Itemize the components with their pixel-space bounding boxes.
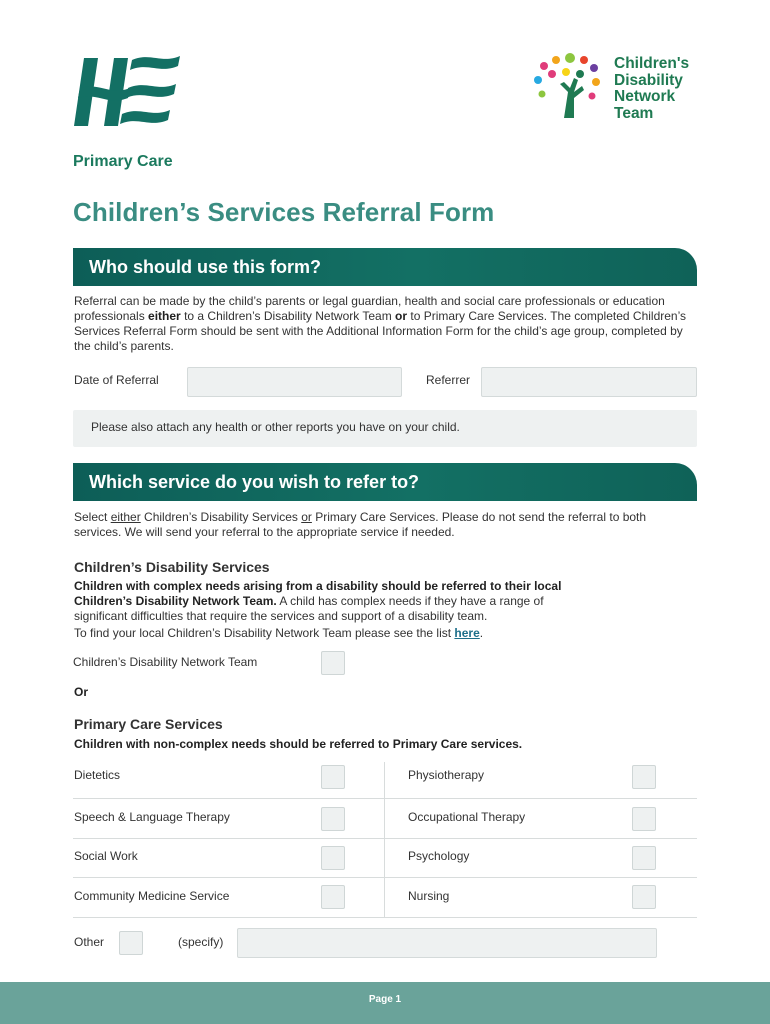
service-intro: [74, 510, 694, 540]
specify-field[interactable]: [237, 928, 657, 958]
emphasis: either: [148, 309, 181, 323]
row-divider: [73, 877, 697, 878]
hse-logo: [70, 48, 182, 132]
text: .: [479, 626, 484, 640]
text: Primary Care Services. Please do not send the referral to both services. We will send your referral to the appropriate service if needed.: [74, 510, 647, 539]
cdnt-logo-text: [614, 56, 689, 122]
attach-note: Please also attach any health or other reports you have on your child.: [91, 420, 460, 434]
cdnt-logo: [530, 52, 705, 124]
service-dietetics-label: Dietetics: [74, 768, 121, 782]
service-ot-label: Occupational Therapy: [408, 810, 526, 824]
section-heading-which: Which service do you wish to refer to?: [73, 463, 697, 501]
text: Select: [74, 510, 111, 524]
row-divider: [73, 838, 697, 839]
service-social-work-checkbox[interactable]: [321, 846, 345, 870]
cdnt-checkbox[interactable]: [321, 651, 345, 675]
service-psychology-label: Psychology: [408, 849, 470, 863]
underlined: either: [110, 510, 141, 524]
row-divider: [73, 917, 697, 918]
service-physiotherapy-label: Physiotherapy: [408, 768, 485, 782]
department-label: Primary Care: [73, 153, 173, 170]
page-number: Page 1: [368, 994, 402, 1005]
section-heading-who: Who should use this form?: [73, 248, 697, 286]
cdnt-option-label: Children’s Disability Network Team: [73, 655, 258, 669]
text: To find your local Children’s Disability Network Team please see the list: [74, 626, 455, 640]
intro-paragraph: [74, 294, 694, 354]
here-link[interactable]: here: [454, 626, 480, 640]
grid-divider: [384, 762, 385, 918]
page-footer: [0, 982, 770, 1024]
pcs-heading: Primary Care Services: [74, 716, 223, 732]
other-checkbox[interactable]: [119, 931, 143, 955]
service-psychology-checkbox[interactable]: [632, 846, 656, 870]
cds-description: [74, 579, 594, 624]
service-community-medicine-checkbox[interactable]: [321, 885, 345, 909]
service-speech-checkbox[interactable]: [321, 807, 345, 831]
row-divider: [73, 798, 697, 799]
other-label: Other: [74, 935, 105, 949]
service-dietetics-checkbox[interactable]: [321, 765, 345, 789]
text: Children’s Disability Services: [140, 510, 302, 524]
cdnt-logo-line: Network: [614, 88, 676, 105]
cdnt-logo-line: Disability: [614, 71, 683, 89]
service-ot-checkbox[interactable]: [632, 807, 656, 831]
date-of-referral-label: Date of Referral: [74, 373, 159, 387]
text: to a Children’s Disability Network Team: [180, 309, 396, 323]
emphasis: Children with complex needs arising from a disability should be referred to their local Children’s Disability Network Team.: [74, 579, 562, 608]
service-social-work-label: Social Work: [74, 849, 138, 863]
page-title: Children’s Services Referral Form: [73, 197, 495, 227]
specify-label: (specify): [178, 935, 224, 949]
service-nursing-label: Nursing: [408, 889, 450, 903]
emphasis: or: [395, 309, 408, 323]
service-nursing-checkbox[interactable]: [632, 885, 656, 909]
date-of-referral-field[interactable]: [187, 367, 402, 397]
referrer-label: Referrer: [426, 373, 471, 387]
text: to Primary Care Services. The completed Children’s Services Referral Form should be sent with the Additional Information Form for the child’s age group, completed by the child’s parents.: [74, 309, 687, 353]
text: Referral can be made by the child’s parents or legal guardian, health and social care professionals or education professionals: [74, 294, 665, 323]
cdnt-logo-line: Children's: [614, 55, 690, 72]
service-physiotherapy-checkbox[interactable]: [632, 765, 656, 789]
cds-find-line: [74, 626, 694, 641]
cdnt-logo-line: Team: [614, 104, 654, 122]
referrer-field[interactable]: [481, 367, 697, 397]
cds-heading: Children’s Disability Services: [74, 559, 270, 575]
or-label: Or: [74, 685, 89, 699]
text: A child has complex needs if they have a range of significant difficulties that require the services and support of a disability team.: [74, 594, 544, 623]
underlined: or: [301, 510, 312, 524]
service-speech-label: Speech & Language Therapy: [74, 810, 230, 824]
attach-note-box: [73, 410, 697, 447]
pcs-description: Children with non-complex needs should be referred to Primary Care services.: [74, 737, 523, 751]
service-community-medicine-label: Community Medicine Service: [74, 889, 230, 903]
